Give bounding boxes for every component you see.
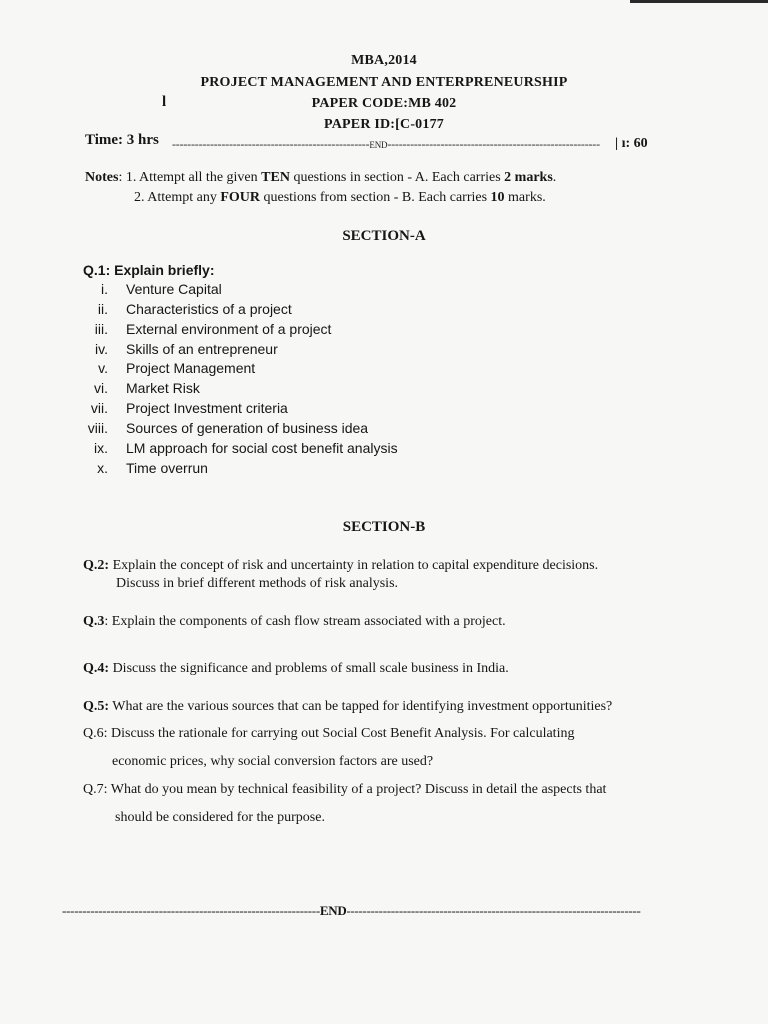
- q5-text: What are the various sources that can be tapped for identifying investment opportunities?: [109, 699, 613, 714]
- item-number: iv.: [95, 341, 108, 357]
- time-dashed-rule: ----------------------------------------------------END--------------------------------------------------------: [172, 137, 600, 151]
- end-line: [62, 903, 641, 919]
- item-number: vii.: [90, 400, 108, 416]
- item-number: vi.: [94, 380, 108, 396]
- item-text: Sources of generation of business idea: [126, 420, 369, 436]
- list-item: [80, 420, 368, 436]
- q3-label: Q.3: [83, 614, 105, 629]
- list-item: [80, 360, 255, 376]
- time-row-end-label: END: [369, 140, 388, 150]
- notes-label: Notes: [85, 170, 119, 185]
- question-4: [83, 661, 509, 677]
- item-number: viii.: [87, 420, 108, 436]
- section-a-title: SECTION-A: [342, 228, 426, 244]
- note-1-pre: : 1. Attempt all the given: [118, 170, 262, 185]
- item-number: iii.: [94, 321, 108, 337]
- question-3: [83, 614, 506, 630]
- list-item: [80, 400, 288, 416]
- paper-id: PAPER ID:[C-0177: [324, 117, 444, 132]
- item-number: v.: [98, 360, 108, 376]
- question-7-line-1: Q.7: What do you mean by technical feasibility of a project? Discuss in detail the aspects that: [83, 782, 607, 797]
- q1-label: Q.1: Explain briefly:: [83, 262, 215, 278]
- item-number: i.: [101, 281, 108, 297]
- time-label: Time: 3 hrs: [85, 132, 159, 148]
- note-1-bold: TEN: [261, 170, 290, 185]
- end-label: END: [319, 903, 347, 918]
- stray-mark: l: [162, 94, 167, 110]
- q4-label: Q.4:: [83, 661, 110, 676]
- question-2-line-2: Discuss in brief different methods of risk analysis.: [116, 576, 399, 591]
- item-number: x.: [97, 460, 108, 476]
- note-2-bold2: 10: [490, 190, 505, 205]
- item-text: Time overrun: [126, 460, 208, 476]
- list-item: [80, 341, 278, 357]
- question-2-line-1: [83, 558, 598, 574]
- note-2-bold: FOUR: [220, 190, 260, 205]
- item-text: LM approach for social cost benefit analysis: [126, 440, 398, 456]
- exam-year: MBA,2014: [351, 53, 417, 68]
- question-7-line-2: should be considered for the purpose.: [115, 810, 325, 825]
- item-number: ix.: [94, 440, 108, 456]
- list-item: [80, 380, 200, 396]
- item-text: Skills of an entrepreneur: [126, 341, 278, 357]
- question-6-line-2: economic prices, why social conversion factors are used?: [112, 754, 434, 769]
- q2-text-1: Explain the concept of risk and uncertainty in relation to capital expenditure decisions.: [109, 558, 599, 573]
- item-number: ii.: [97, 301, 108, 317]
- list-item: [80, 460, 208, 476]
- note-1-bold2: 2 marks: [504, 170, 553, 185]
- note-2-post: marks.: [504, 190, 546, 205]
- item-text: Characteristics of a project: [126, 301, 292, 317]
- question-5: [83, 699, 612, 715]
- item-text: Market Risk: [126, 380, 200, 396]
- note-1-mid: questions in section - A. Each carries: [289, 170, 505, 185]
- list-item: [80, 281, 222, 297]
- note-1-post: .: [552, 170, 557, 185]
- list-item: [80, 301, 292, 317]
- q2-label: Q.2:: [83, 558, 110, 573]
- list-item: [80, 321, 331, 337]
- q5-label: Q.5:: [83, 699, 110, 714]
- item-text: Project Investment criteria: [126, 400, 288, 416]
- question-6-line-1: Q.6: Discuss the rationale for carrying out Social Cost Benefit Analysis. For calculating: [83, 726, 575, 741]
- paper-code: PAPER CODE:MB 402: [311, 96, 457, 111]
- section-b-title: SECTION-B: [342, 519, 426, 535]
- list-item: [80, 440, 398, 456]
- top-edge-rule: [630, 0, 768, 3]
- end-dashes-right: -------------------------------------------------------------------------: [346, 903, 641, 918]
- note-1: [85, 170, 556, 186]
- course-title: PROJECT MANAGEMENT AND ENTERPRENEURSHIP: [200, 75, 568, 90]
- note-2-pre: 2. Attempt any: [134, 190, 221, 205]
- q4-text: Discuss the significance and problems of small scale business in India.: [109, 661, 509, 676]
- max-marks: | ı: 60: [615, 136, 648, 151]
- item-text: External environment of a project: [126, 321, 332, 337]
- q3-text: : Explain the components of cash flow stream associated with a project.: [104, 614, 506, 629]
- end-dashes-left: ----------------------------------------------------------------: [62, 903, 320, 918]
- item-text: Venture Capital: [126, 281, 222, 297]
- note-2: [134, 190, 546, 206]
- note-2-mid: questions from section - B. Each carries: [260, 190, 491, 205]
- item-text: Project Management: [126, 360, 256, 376]
